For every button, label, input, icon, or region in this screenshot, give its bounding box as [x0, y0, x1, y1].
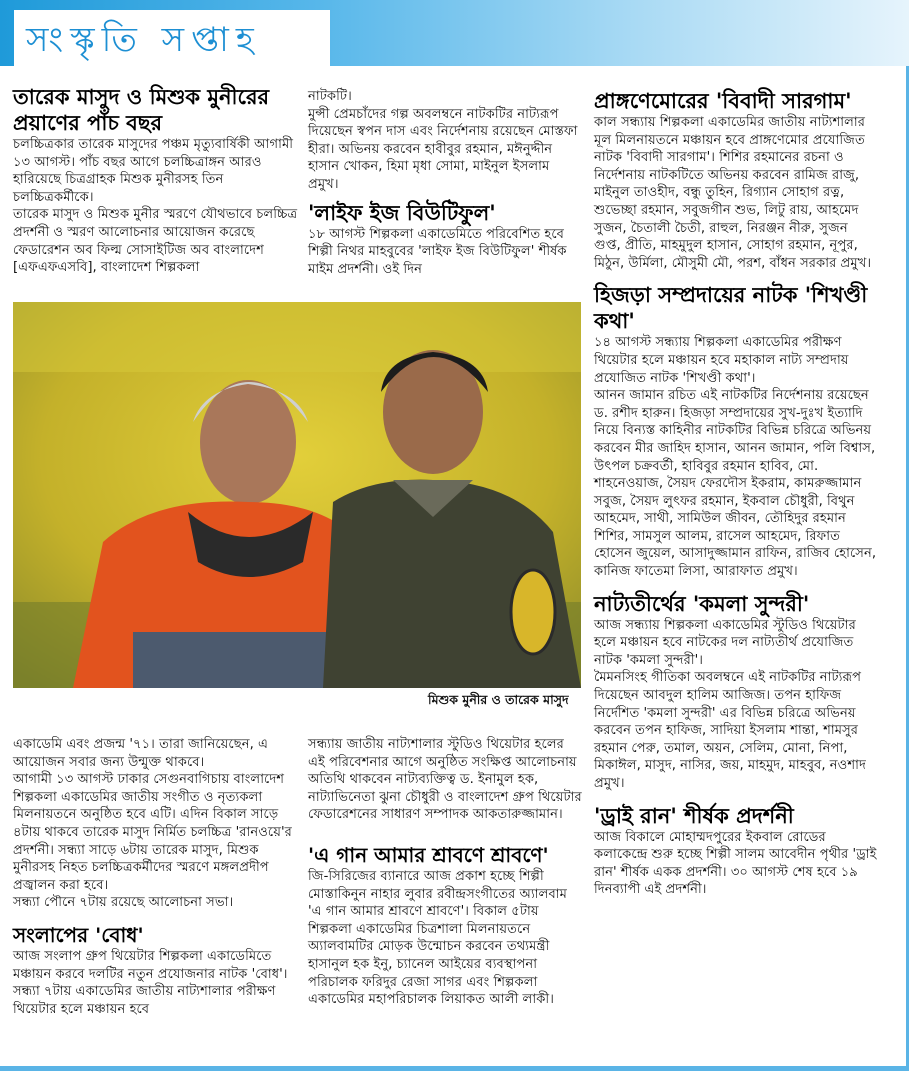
story-shikhondi-kotha-headline: হিজড়া সম্প্রদায়ের নাটক 'শিখণ্ডী কথা': [594, 282, 868, 334]
column-right: [594, 88, 878, 899]
story-tareque-masud-top: [13, 84, 300, 277]
story-album-headline: 'এ গান আমার শ্রাবণে শ্রাবণে': [308, 842, 549, 867]
story-komola-sundori-para-1: আজ সন্ধ্যায় শিল্পকলা একাডেমির স্টুডিও থিয়েটার হলে মঞ্চায়ন হবে নাটকের দল নাট্যতীর্থ প্রযোজিত নাটক 'কমলা সুন্দরী'।: [594, 617, 856, 668]
story-bodh-cont-para-1: নাটকটি।: [308, 89, 352, 104]
story-dry-run-headline: 'ড্রাই রান' শীর্ষক প্রদর্শনী: [594, 802, 794, 828]
story-dry-run-body: আজ বিকালে মোহাম্মদপুরের ইকবাল রোডের কলাকেন্দ্রে শুরু হচ্ছে শিল্পী সালম আবেদীন পৃথীর 'ড্রাই রান' শীর্ষক একক প্রদর্শনী। ৩০ আগস্ট শেষ হবে ১৯ দিনব্যাপী এই প্রদর্শনী।: [594, 829, 877, 898]
story-shikhondi-kotha-para-2: আনন জামান রচিত এই নাটকটির নির্দেশনায় রয়েছেন ড. রশীদ হারুন। হিজড়া সম্প্রদায়ের সুখ-দুঃখ ইত্যাদি নিয়ে বিন্যস্ত কাহিনীর নাটকটির বিভিন্ন চরিত্রে অভিনয় করবেন মীর জাহিদ হাসান, আনন জামান, পলি বিশ্বাস, উৎপল চক্রবর্তী, হাবিবুর রহমান হাবিব, মো. শাহনেওয়াজ, সৈয়দ ফেরদৌস ইকরাম, কামরুজ্জামান সবুজ, সৈয়দ লুৎফর রহমান, ইকবাল চৌধুরী, বিথুন আহমেদ, সাথী, সামিউল জীবন, তৌহিদুর রহমান শিশির, সামসুল আলম, রাসেল আহমেদ, রিফাত হোসেন জুয়েল, আসাদুজ্জামান রাফিন, রাজিব হোসেন, কানিজ ফাতেমা লিসা, আরাফাত প্রমুখ।: [594, 388, 877, 580]
story-tareque-masud-para-5: সন্ধ্যা পৌনে ৭টায় রয়েছে আলোচনা সভা।: [13, 895, 234, 911]
story-bibadi-sargam-headline: প্রাঙ্গণেমোরের 'বিবাদী সারগাম': [594, 88, 852, 113]
story-life-is-beautiful-headline: 'লাইফ ইজ বিউটিফুল': [308, 199, 496, 225]
story-bodh-cont-para-2: মুন্সী প্রেমচাঁদের গল্প অবলম্বনে নাটকটির নাট্যরূপ দিয়েছেন স্বপন দাস এবং নির্দেশনায় রয়েছেন মোস্তফা হীরা। অভিনয় করবেন হাবীবুর রহমান, মঈনুদ্দীন হাসান খোকন, হিমা মৃধা সোমা, মাইনুল ইসলাম প্রমুখ।: [308, 106, 578, 192]
story-album-body: জি-সিরিজের ব্যানারে আজ প্রকাশ হচ্ছে শিল্পী মোস্তাকিনুন নাহার লুবার রবীন্দ্রসংগীতের অ্যালবাম 'এ গান আমার শ্রাবণে শ্রাবণে'। বিকাল ৫টায় শিল্পকলা একাডেমির চিত্রশালা মিলনায়তনে অ্যালবামটির মোড়ক উন্মোচন করবেন তথ্যমন্ত্রী হাসানুল হক ইনু, চ্যানেল আইয়ের ব্যবস্থাপনা পরিচালক ফরিদুর রেজা সাগর এবং শিল্পকলা একাডেমির মহাপরিচালক লিয়াকত আলী লাকী।: [308, 868, 567, 1008]
story-discussion-and-album: [308, 736, 584, 1009]
story-tareque-masud-para-4: আগামী ১৩ আগস্ট ঢাকার সেগুনবাগিচায় বাংলাদেশ শিল্পকলা একাডেমির জাতীয় সংগীত ও নৃত্যকলা মিলনায়তনে অনুষ্ঠিত হবে এটি। এদিন বিকাল সাড়ে ৪টায় থাকবে তারেক মাসুদ নির্মিত চলচ্চিত্র 'রানওয়ে'র প্রদর্শনী। সন্ধ্যা সাড়ে ৬টায় তারেক মাসুদ, মিশুক মুনীরসহ নিহত চলচ্চিত্রকর্মীদের স্মরণে মঙ্গলপ্রদীপ প্রজ্বালন করা হবে।: [13, 772, 292, 893]
story-tareque-masud-para-1: চলচ্চিত্রকার তারেক মাসুদের পঞ্চম মৃত্যুবার্ষিকী আগামী ১৩ আগস্ট। পাঁচ বছর আগে চলচ্চিত্রাঙ্গন আরও হারিয়েছে চিত্রগ্রাহক মিশুক মুনীরসহ তিন চলচ্চিত্রকর্মীকে।: [13, 137, 294, 205]
news-photo: [13, 302, 581, 688]
story-tareque-masud-headline: তারেক মাসুদ ও মিশুক মুনীরের প্রয়াণের পাঁচ বছর: [13, 84, 270, 135]
photo-caption: মিশুক মুনীর ও তারেক মাসুদ: [428, 692, 569, 707]
story-life-is-beautiful-body: ১৮ আগস্ট শিল্পকলা একাডেমিতে পরিবেশিত হবে শিল্পী নিথর মাহবুবের 'লাইফ ইজ বিউটিফুল' শীর্ষক মাইম প্রদর্শনী। ওই দিন: [308, 226, 567, 277]
story-tareque-masud-bottom: [13, 736, 300, 1018]
story-tareque-masud-para-6: সন্ধ্যায় জাতীয় নাট্যশালার স্টুডিও থিয়েটার হলের এই পরিবেশনার আগে অনুষ্ঠিত সংক্ষিপ্ত আলোচনায় অতিথি থাকবেন নাট্যব্যক্তিত্ব ড. ইনামুল হক, নাট্যাভিনেতা ঝুনা চৌধুরী ও বাংলাদেশ গ্রুপ থিয়েটার ফেডারেশনের সাধারণ সম্পাদক আকতারুজ্জামান।: [308, 737, 582, 823]
story-bodh-continued: [308, 88, 584, 278]
story-komola-sundori-para-2: মৈমনসিংহ গীতিকা অবলম্বনে এই নাটকটির নাট্যরূপ দিয়েছেন আবদুল হালিম আজিজ। তপন হাফিজ নির্দেশিত 'কমলা সুন্দরী' এর বিভিন্ন চরিত্রে অভিনয় করবেন তপন হাফিজ, সাদিয়া ইসলাম শান্তা, শামসুর রহমান পেরু, তমাল, অয়ন, সেলিম, মোনা, নিপা, মিকাঈল, মাসুদ, নাসির, জয়, মাহমুদ, মাহবুব, নওশাদ প্রমুখ।: [594, 670, 866, 791]
section-title: সংস্কৃতি সপ্তাহ: [26, 20, 261, 60]
story-komola-sundori-headline: নাট্যতীর্থের 'কমলা সুন্দরী': [594, 590, 810, 616]
story-tareque-masud-para-2: তারেক মাসুদ ও মিশুক মুনীর স্মরণে যৌথভাবে চলচ্চিত্র প্রদর্শনী ও স্মরণ আলোচনার আয়োজন করেছে ফেডারেশন অব ফিল্ম সোসাইটিজ অব বাংলাদেশ [এফএফএসবি], বাংলাদেশ শিল্পকলা: [13, 207, 298, 276]
story-shikhondi-kotha-para-1: ১৪ আগস্ট সন্ধ্যায় শিল্পকলা একাডেমির পরীক্ষণ থিয়েটার হলে মঞ্চায়ন হবে মহাকাল নাট্য সম্প্রদায় প্রযোজিত নাটক 'শিখণ্ডী কথা'।: [594, 335, 849, 386]
bottom-rule: [0, 1066, 909, 1071]
story-tareque-masud-para-3: একাডেমি এবং প্রজন্ম '৭১। তারা জানিয়েছেন, এ আয়োজন সবার জন্য উন্মুক্ত থাকবে।: [13, 737, 268, 770]
photo-illustration: [13, 302, 581, 688]
story-bodh-headline: সংলাপের 'বোধ': [13, 922, 144, 947]
story-bodh-body: আজ সংলাপ গ্রুপ থিয়েটার শিল্পকলা একাডেমিতে মঞ্চায়ন করবে দলটির নতুন প্রযোজনার নাটক 'বোধ'। সন্ধ্যা ৭টায় একাডেমির জাতীয় নাট্যশালার পরীক্ষণ থিয়েটার হলে মঞ্চায়ন হবে: [13, 948, 288, 1017]
story-bibadi-sargam-body: কাল সন্ধ্যায় শিল্পকলা একাডেমির জাতীয় নাট্যশালার মূল মিলনায়তনে মঞ্চায়ন হবে প্রাঙ্গণেমোর প্রযোজিত নাটক 'বিবাদী সারগাম'। শিশির রহমানের রচনা ও নির্দেশনায় নাটকটিতে অভিনয় করবেন রামিজ রাজু, মাইনুল তাওহীদ, বন্ধু তুহিন, রিগ্যান সোহাগ রত্ন, শুভেচ্ছা রহমান, সবুজগীন শুভ, লিটু রায়, আহমেদ সুজন, চৈতালী চৈতী, রাহুল, নিরঞ্জন নীরু, সুজন গুপ্ত, প্রীতি, মাহমুদুল হাসান, সোহাগ রহমান, নূপুর, মিঠুন, উর্মিলা, মৌসুমী মৌ, পরশ, বাঁধন সরকার প্রমুখ।: [594, 115, 872, 271]
